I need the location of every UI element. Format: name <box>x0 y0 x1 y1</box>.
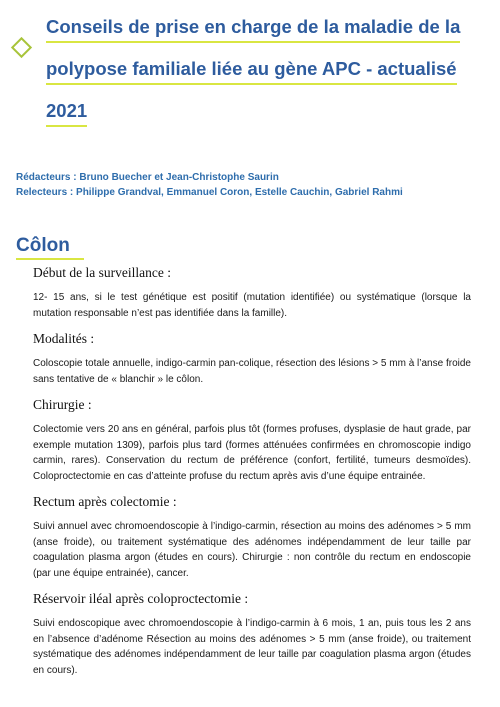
paragraph-reservoir-ileal: Suivi endoscopique avec chromoendoscopie à l’indigo-carmin à 6 mois, 1 an, puis tous les 2 ans en l’absence d’adénome Résection au moins des adénomes > 5 mm (anse froide), ou traitement systématique des adénomes indépendamment de leur taille par coagulation plasma argon (études en cours). <box>33 618 471 676</box>
section-title-colon: Côlon <box>16 234 84 260</box>
credits-block <box>16 170 486 200</box>
subheading-rectum-apres-colectomie: Rectum après colectomie : <box>33 494 177 509</box>
title-line-1: Conseils de prise en charge de la maladie de la <box>46 14 460 43</box>
paragraph-chirurgie: Colectomie vers 20 ans en général, parfois plus tôt (formes profuses, dysplasie de haut grade, par exemple mutation 1309), parfois plus tard (formes atténuées confirmées en chromoscopie indigo carmin, rares). Conservation du rectum de préférence (confort, fertilité, tumeurs desmoïdes). Coloproctectomie en cas d’atteinte profuse du rectum après avis d’une équipe entrainée. <box>33 424 471 482</box>
document-title <box>46 14 486 140</box>
subheading-chirurgie: Chirurgie : <box>33 397 92 412</box>
subheading-reservoir-ileal: Réservoir iléal après coloproctectomie : <box>33 591 249 606</box>
paragraph-rectum-apres-colectomie: Suivi annuel avec chromoendoscopie à l’indigo-carmin, résection au moins des adénomes > 5 mm (anse froide), ou traitement systématique des adénomes indépendamment de leur taille par coagulation plasma argon (études en cours). Chirurgie : non contrôle du rectum en endoscopie (par une équipe entrainée), cancer. <box>33 521 471 579</box>
paragraph-modalites: Coloscopie totale annuelle, indigo-carmin pan-colique, résection des lésions > 5 mm à l’anse froide sans tentative de « blanchir » le côlon. <box>33 358 471 385</box>
section-content <box>33 264 471 687</box>
redacteurs-line: Rédacteurs : Bruno Buecher et Jean-Christophe Saurin <box>16 172 279 183</box>
diamond-bullet-icon <box>11 37 32 58</box>
subheading-modalites: Modalités : <box>33 331 95 346</box>
title-line-2: polypose familiale liée au gène APC - actualisé <box>46 56 457 85</box>
title-line-3: 2021 <box>46 98 87 127</box>
subheading-debut-surveillance: Début de la surveillance : <box>33 265 171 280</box>
relecteurs-line: Relecteurs : Philippe Grandval, Emmanuel Coron, Estelle Cauchin, Gabriel Rahmi <box>16 187 403 198</box>
paragraph-debut-surveillance: 12- 15 ans, si le test génétique est positif (mutation identifiée) ou systématique (lorsque la mutation responsable n’est pas identifiée dans la famille). <box>33 292 471 319</box>
